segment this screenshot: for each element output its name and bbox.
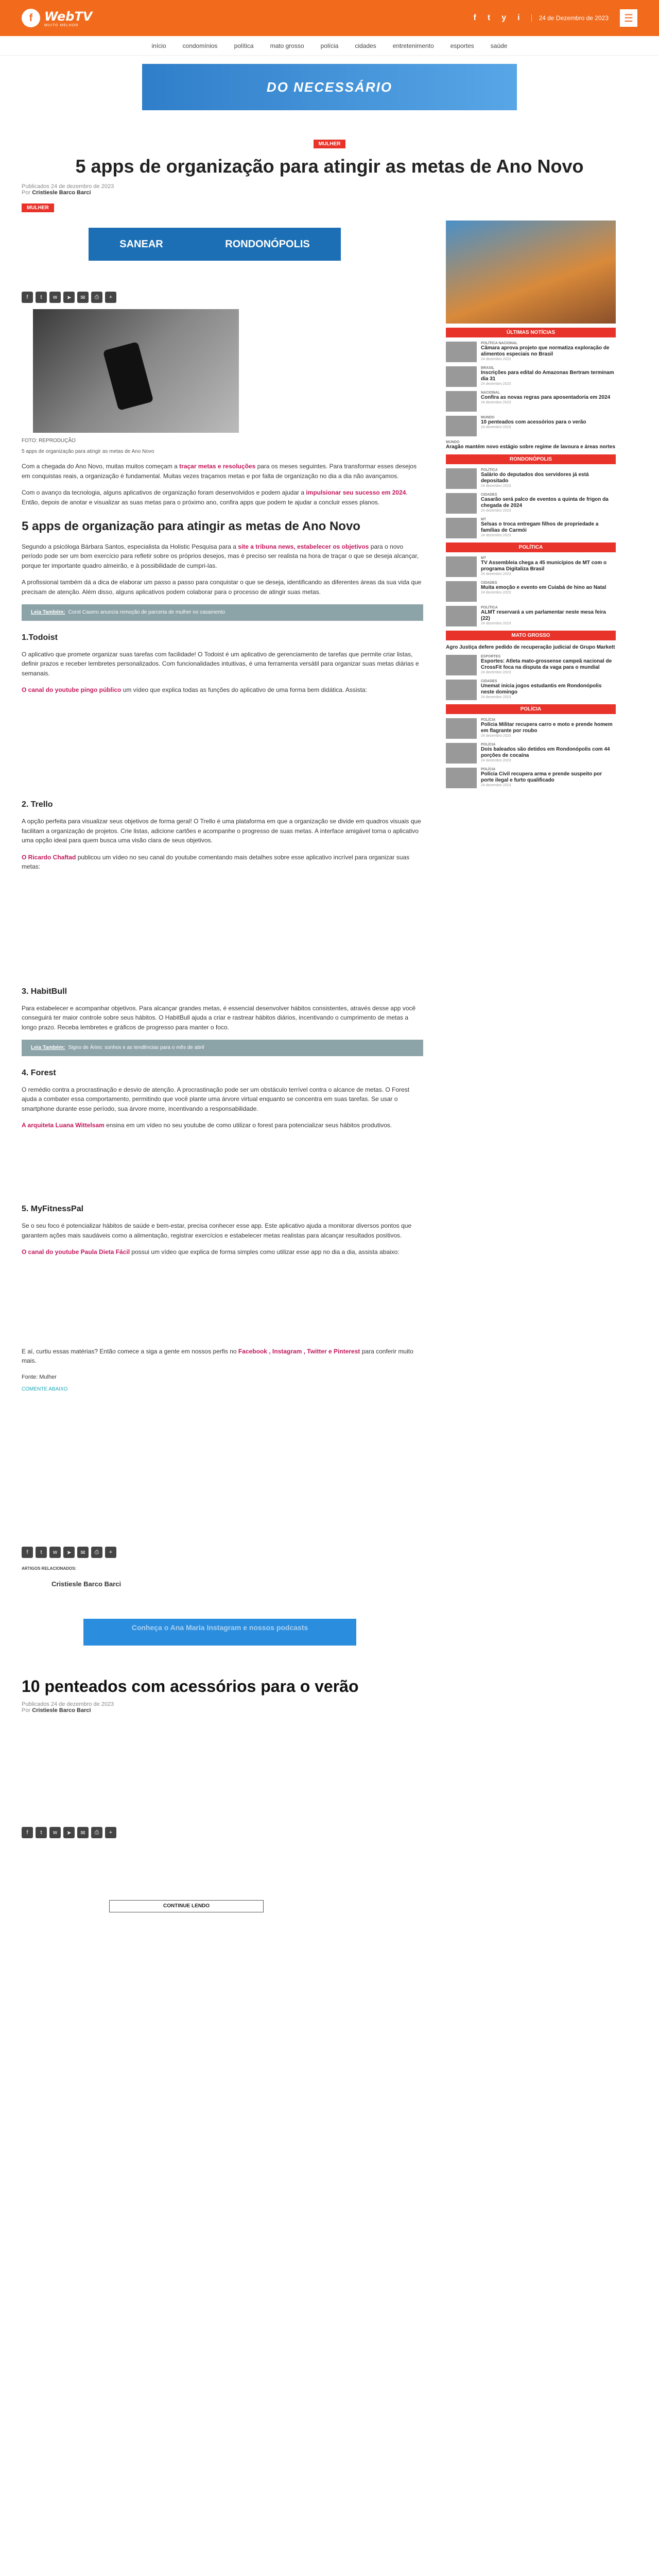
- next-article-meta: [22, 1701, 423, 1714]
- next-published: Publicados 24 de dezembro de 2023: [22, 1701, 114, 1708]
- print-share-icon[interactable]: ⎙: [91, 292, 102, 303]
- paragraph-2: Com o avanço da tecnologia, alguns aplicativos de organização foram desenvolvidos e podem ajudar a impulsionar seu sucesso em 2024. Então, depois de anotar e visualizar as suas metas para o próximo ano, confira apps que podem te ajudar a concluir esses planos.: [22, 489, 408, 506]
- sidebar-news-item[interactable]: MUNDO 10 penteados com acessórios para o verão 24 dezembro 2023: [446, 416, 616, 436]
- sanear-ad-label: SANEAR: [119, 238, 163, 250]
- news-thumbnail: [446, 768, 477, 788]
- sidebar-text-item[interactable]: MUNDO Aragão mantém novo estágio sobre regime de lavoura e áreas nortes: [446, 440, 616, 450]
- twitter-share-icon[interactable]: t: [36, 292, 47, 303]
- section-habitbull: 3. HabitBull: [22, 987, 67, 996]
- social-links[interactable]: Facebook , Instagram , Twitter e Pinterest: [238, 1347, 360, 1355]
- comment-link[interactable]: COMENTE ABAIXO: [22, 1386, 68, 1392]
- forest-paragraph: O remédio contra a procrastinação e desvio de atenção. A procrastinação pode ser um obstáculo terrível contra o alcance de metas. O Forest ajuda a combater essa comportamento, permitindo que você plante uma árvore virtual enquanto se concentra em suas tarefas. Se usar o smartphone durante esse período, sua árvore morre, incentivando a responsabilidade.: [22, 1086, 410, 1112]
- trello-video-text: O Ricardo Chaftad publicou um vídeo no seu canal do youtube comentando mais detalhes sobre esse aplicativo incrível para organizar suas metas:: [22, 853, 410, 871]
- video-embed-4[interactable]: [22, 1257, 423, 1340]
- todoist-paragraph: O aplicativo que promete organizar suas tarefas com facilidade! O Todoist é um aplicativo de gerenciamento de tarefas que permite criar listas, definir prazos e receber lembretes personalizados. Com funcionalidades intuitivas, é uma ferramenta versátil para organizar suas metas diárias e semanais.: [22, 650, 419, 677]
- facebook-share-icon[interactable]: f: [22, 1547, 33, 1558]
- ultimas-noticias-heading: ÚLTIMAS NOTÍCIAS: [446, 328, 616, 337]
- top-ad-banner[interactable]: DO NECESSÁRIO: [142, 64, 517, 110]
- top-header: [0, 0, 659, 36]
- article-title: 5 apps de organização para atingir as metas de Ano Novo: [75, 156, 584, 177]
- article-body: [22, 203, 423, 1912]
- paragraph-1: Com a chegada do Ano Novo, muitas muitos começam a traçar metas e resoluções para os meses seguintes. Para transformar esses desejos em conquistas reais, a organização é fundamental. Muitas vezes traçamos metas e por falta de organização no dia a dia não avançamos.: [22, 463, 417, 480]
- logo-mark: f: [22, 9, 40, 27]
- published-date: Publicados 24 de dezembro de 2023: [22, 183, 114, 190]
- image-caption: FOTO: REPRODUÇÃO: [22, 438, 76, 444]
- forest-video-text: A arquiteta Luana Wittelsam ensina em um vídeo no seu youtube de como utilizar o forest para potencializar seus hábitos produtivos.: [22, 1122, 392, 1129]
- link-luana[interactable]: A arquiteta Luana Wittelsam: [22, 1122, 105, 1129]
- facebook-share-icon[interactable]: f: [22, 1827, 33, 1838]
- hero-image: [33, 309, 239, 433]
- section-todoist: 1.Todoist: [22, 633, 58, 642]
- nav-condominios[interactable]: condomínios: [182, 42, 218, 49]
- sidebar-news-item[interactable]: POLÍCIA Dois baleados são detidos em Rondonópolis com 44 porções de cocaína 24 dezembro 2023: [446, 743, 616, 764]
- nav-policia[interactable]: polícia: [320, 42, 339, 49]
- by-label: Por: [22, 190, 31, 196]
- continue-reading-button[interactable]: CONTINUE LENDO: [109, 1900, 264, 1912]
- more-share-icon[interactable]: +: [105, 1827, 116, 1838]
- link-sucesso[interactable]: impulsionar seu sucesso em 2024: [306, 489, 406, 497]
- video-embed-1[interactable]: [22, 695, 423, 788]
- nav-entretenimento[interactable]: entretenimento: [392, 42, 434, 49]
- news-thumbnail: [446, 391, 477, 412]
- article-header: [0, 118, 659, 196]
- sidebar-news-item[interactable]: NACIONAL Confira as novas regras para aposentadoria em 2024 24 dezembro 2023: [446, 391, 616, 412]
- header-date: 24 de Dezembro de 2023: [531, 14, 609, 22]
- sidebar-news-item[interactable]: BRASIL Inscrições para edital do Amazonas Bertram terminam dia 31 24 dezembro 2023: [446, 366, 616, 387]
- habitbull-paragraph: Para estabelecer e acompanhar objetivos. Para alcançar grandes metas, é essencial desenvolver hábitos consistentes, através desse app você conseguirá ter maior controle sobre seus hábitos. O HabitBull ajuda a criar e rastrear hábitos diários, incentivando o cumprimento de metas a longo prazo. Receba lembretes e gráficos de progresso para manter o foco.: [22, 1004, 416, 1031]
- paragraph-3: Segundo a psicóloga Bárbara Santos, especialista da Holistic Pesquisa para a site a tribuna news, estabelecer os objetivos para o novo período pode ser um bom exercício para refletir sobre os próprios desejos, mas é preciso ser realista na hora de traçar o que se deseja alcançar, porque ter importante quadro almeirão, e à possibilidade de cumpri-las.: [22, 543, 419, 569]
- sidebar-news-item[interactable]: ESPORTES Esportes: Atleta mato-grossense campeã nacional de CrossFit foca na disputa da vaga para o mundial 24 dezembro 2023: [446, 655, 616, 675]
- share-buttons: [22, 292, 423, 303]
- facebook-icon[interactable]: f: [473, 13, 476, 22]
- sanear-ad-city: RONDONÓPOLIS: [225, 238, 310, 250]
- leia-tambem-1[interactable]: [22, 604, 423, 621]
- sidebar-ad-image[interactable]: [446, 221, 616, 324]
- sidebar-news-item[interactable]: CIDADES Casarão será palco de eventos a quinta de frigon da chegada de 2024 24 dezembro 2023: [446, 493, 616, 514]
- site-logo[interactable]: [22, 9, 92, 27]
- news-thumbnail: [446, 743, 477, 764]
- politica-heading: POLÍTICA: [446, 543, 616, 552]
- sidebar-news-item[interactable]: CIDADES Muita emoção e evento em Cuiabá de hino ao Natal 24 dezembro 2023: [446, 581, 616, 602]
- news-thumbnail: [446, 468, 477, 489]
- myfitnesspal-video-text: O canal do youtube Paula Dieta Fácil possui um vídeo que explica de forma simples como utilizar esse app no dia a dia, assista abaixo:: [22, 1248, 400, 1256]
- news-thumbnail: [446, 493, 477, 514]
- facebook-share-icon[interactable]: f: [22, 292, 33, 303]
- whatsapp-share-icon[interactable]: w: [49, 1827, 61, 1838]
- more-share-icon[interactable]: +: [105, 1547, 116, 1558]
- sidebar-news-item[interactable]: POLÍTICA Salário do deputados dos servidores já está depositado 24 dezembro 2023: [446, 468, 616, 489]
- next-article-title[interactable]: 10 penteados com acessórios para o verão: [22, 1677, 359, 1696]
- tag-badge[interactable]: MULHER: [22, 204, 54, 212]
- article-meta: [0, 183, 659, 196]
- closing-paragraph: E aí, curtiu essas matérias? Então comece a siga a gente em nossos perfis no Facebook , Instagram , Twitter e Pinterest para conferir muito mais.: [22, 1347, 413, 1365]
- sidebar-text-item[interactable]: Agro Justiça defere pedido de recuperação judicial de Grupo Markett: [446, 645, 615, 650]
- next-author[interactable]: Cristiesle Barco Barci: [32, 1707, 91, 1714]
- telegram-share-icon[interactable]: ➤: [63, 1547, 75, 1558]
- related-label: ARTIGOS RELACIONADOS:: [22, 1566, 77, 1571]
- related-author[interactable]: Cristiesle Barco Barci: [51, 1580, 122, 1588]
- link-pingo[interactable]: O canal do youtube pingo público: [22, 686, 122, 694]
- section-heading: 5 apps de organização para atingir as metas de Ano Novo: [22, 519, 360, 534]
- nav-mato-grosso[interactable]: mato grosso: [270, 42, 304, 49]
- sidebar-news-item[interactable]: POLÍTICA ALMT reservará a um parlamentar neste mesa feira (22) 24 dezembro 2023: [446, 606, 616, 626]
- leia-label: Leia Também:: [31, 609, 65, 616]
- link-tribuna[interactable]: site a tribuna news, estabelecer os objetivos: [238, 543, 369, 550]
- twitter-share-icon[interactable]: t: [36, 1547, 47, 1558]
- next-by-label: Por: [22, 1707, 31, 1714]
- twitter-share-icon[interactable]: t: [36, 1827, 47, 1838]
- news-thumbnail: [446, 556, 477, 577]
- hamburger-icon[interactable]: ☰: [620, 9, 637, 27]
- leia-tambem-2[interactable]: [22, 1040, 423, 1056]
- email-share-icon[interactable]: ✉: [77, 1547, 89, 1558]
- todoist-video-text: O canal do youtube pingo público um vídeo que explica todas as funções do aplicativo de uma forma bem didática. Assista:: [22, 686, 367, 694]
- more-share-icon[interactable]: +: [105, 292, 116, 303]
- sidebar-news-item[interactable]: MT TV Assembleia chega a 45 municípios de MT com o programa Digitaliza Brasil 24 dezembro 2023: [446, 556, 616, 577]
- share-buttons-bottom: [22, 1547, 423, 1558]
- whatsapp-share-icon[interactable]: w: [49, 292, 61, 303]
- news-thumbnail: [446, 718, 477, 739]
- author-name[interactable]: Cristiesle Barco Barci: [32, 190, 91, 196]
- section-myfitnesspal: 5. MyFitnessPal: [22, 1205, 84, 1214]
- telegram-share-icon[interactable]: ➤: [63, 1827, 75, 1838]
- trello-paragraph: A opção perfeita para visualizar seus objetivos de forma geral! O Trello é uma plataforma em que a organização se divide em quadros visuais que facilitam a organização de projetos. Crie listas, adicione cartões e acompanhe o progresso de suas metas. A interface amigável torna o aplicativo uma opção ideal para quem busca uma visão clara de seus objetivos.: [22, 817, 421, 844]
- sidebar-news-item[interactable]: POLÍCIA Polícia Civil recupera arma e prende suspeito por porte ilegal e furto qualificado 24 dezembro 2023: [446, 768, 616, 788]
- sidebar-news-item[interactable]: POLÍCIA Polícia Militar recupera carro e moto e prende homem em flagrante por roubo 24 dezembro 2023: [446, 718, 616, 739]
- main-nav: [0, 36, 659, 56]
- nav-politica[interactable]: política: [234, 42, 254, 49]
- policia-heading: POLÍCIA: [446, 704, 616, 714]
- news-thumbnail: [446, 655, 477, 675]
- nav-inicio[interactable]: início: [151, 42, 166, 49]
- intro-caption: 5 apps de organização para atingir as metas de Ano Novo: [22, 449, 154, 454]
- nav-cidades[interactable]: cidades: [355, 42, 376, 49]
- rondonopolis-heading: RONDONÓPOLIS: [446, 454, 616, 464]
- email-share-icon[interactable]: ✉: [77, 1827, 89, 1838]
- youtube-icon[interactable]: y: [501, 13, 507, 22]
- twitter-icon[interactable]: t: [487, 13, 491, 22]
- paragraph-4: A profissional também dá a dica de elaborar um passo a passo para conquistar o que se deseja, identificando as diferentes áreas da sua vida que precisam de atenção. Além disso, alguns aplicativos podem colaborar para o processo de atingir suas metas.: [22, 579, 422, 596]
- logo-text: WebTV: [44, 9, 93, 24]
- video-embed-2[interactable]: [22, 872, 423, 975]
- print-share-icon[interactable]: ⎙: [91, 1547, 102, 1558]
- whatsapp-share-icon[interactable]: w: [49, 1547, 61, 1558]
- leia-link-2[interactable]: Signo de Áries: sonhos e as tendências para o mês de abril: [68, 1045, 204, 1051]
- nav-saude[interactable]: saúde: [490, 42, 508, 49]
- link-metas[interactable]: traçar metas e resoluções: [179, 463, 256, 470]
- video-embed-3[interactable]: [22, 1130, 423, 1192]
- news-thumbnail: [446, 366, 477, 387]
- link-paula[interactable]: O canal do youtube Paula Dieta Fácil: [22, 1248, 130, 1256]
- print-share-icon[interactable]: ⎙: [91, 1827, 102, 1838]
- nav-esportes[interactable]: esportes: [450, 42, 474, 49]
- news-thumbnail: [446, 518, 477, 538]
- section-forest: 4. Forest: [22, 1068, 56, 1077]
- sidebar-news-item[interactable]: POLÍTICA NACIONAL Câmara aprova projeto que normatiza exploração de alimentos especiais no Brasil 24 dezembro 2023: [446, 342, 616, 362]
- news-thumbnail: [446, 680, 477, 700]
- leia-label-2: Leia Também:: [31, 1045, 65, 1051]
- section-trello: 2. Trello: [22, 800, 53, 809]
- mato-grosso-heading: MATO GROSSO: [446, 631, 616, 640]
- leia-link[interactable]: Corot Casero anuncia remoção de parceria de mulher no casamento: [68, 609, 226, 616]
- share-buttons-next: [22, 1827, 423, 1838]
- news-thumbnail: [446, 581, 477, 602]
- news-thumbnail: [446, 416, 477, 436]
- instagram-icon[interactable]: i: [517, 13, 520, 22]
- sidebar: [446, 203, 616, 1912]
- myfitnesspal-paragraph: Se o seu foco é potencializar hábitos de saúde e bem-estar, precisa conhecer esse app. Este aplicativo ajuda a monitorar diversos pontos que garantem ações mais saudáveis como a alimentação, registrar exercícios e estabelecer metas realistas para alcançar resultados positivos.: [22, 1222, 412, 1239]
- source-line: Fonte: Mulher: [22, 1374, 57, 1380]
- link-ricardo[interactable]: O Ricardo Chaftad: [22, 853, 76, 861]
- news-thumbnail: [446, 342, 477, 362]
- email-share-icon[interactable]: ✉: [77, 292, 89, 303]
- category-badge[interactable]: MULHER: [314, 140, 346, 148]
- logo-subtitle: MUITO MELHOR: [44, 23, 79, 27]
- sanear-ad[interactable]: [89, 228, 341, 261]
- promo-banner[interactable]: Conheça o Ana Maria Instagram e nossos podcasts: [83, 1619, 356, 1646]
- sidebar-news-item[interactable]: CIDADES Unemat inicia jogos estudantis em Rondonópolis neste domingo 24 dezembro 2023: [446, 680, 616, 700]
- telegram-share-icon[interactable]: ➤: [63, 292, 75, 303]
- sidebar-news-item[interactable]: MT Selsas o troca entregam filhos de propriedade a famílias de Carmói 24 dezembro 2023: [446, 518, 616, 538]
- news-thumbnail: [446, 606, 477, 626]
